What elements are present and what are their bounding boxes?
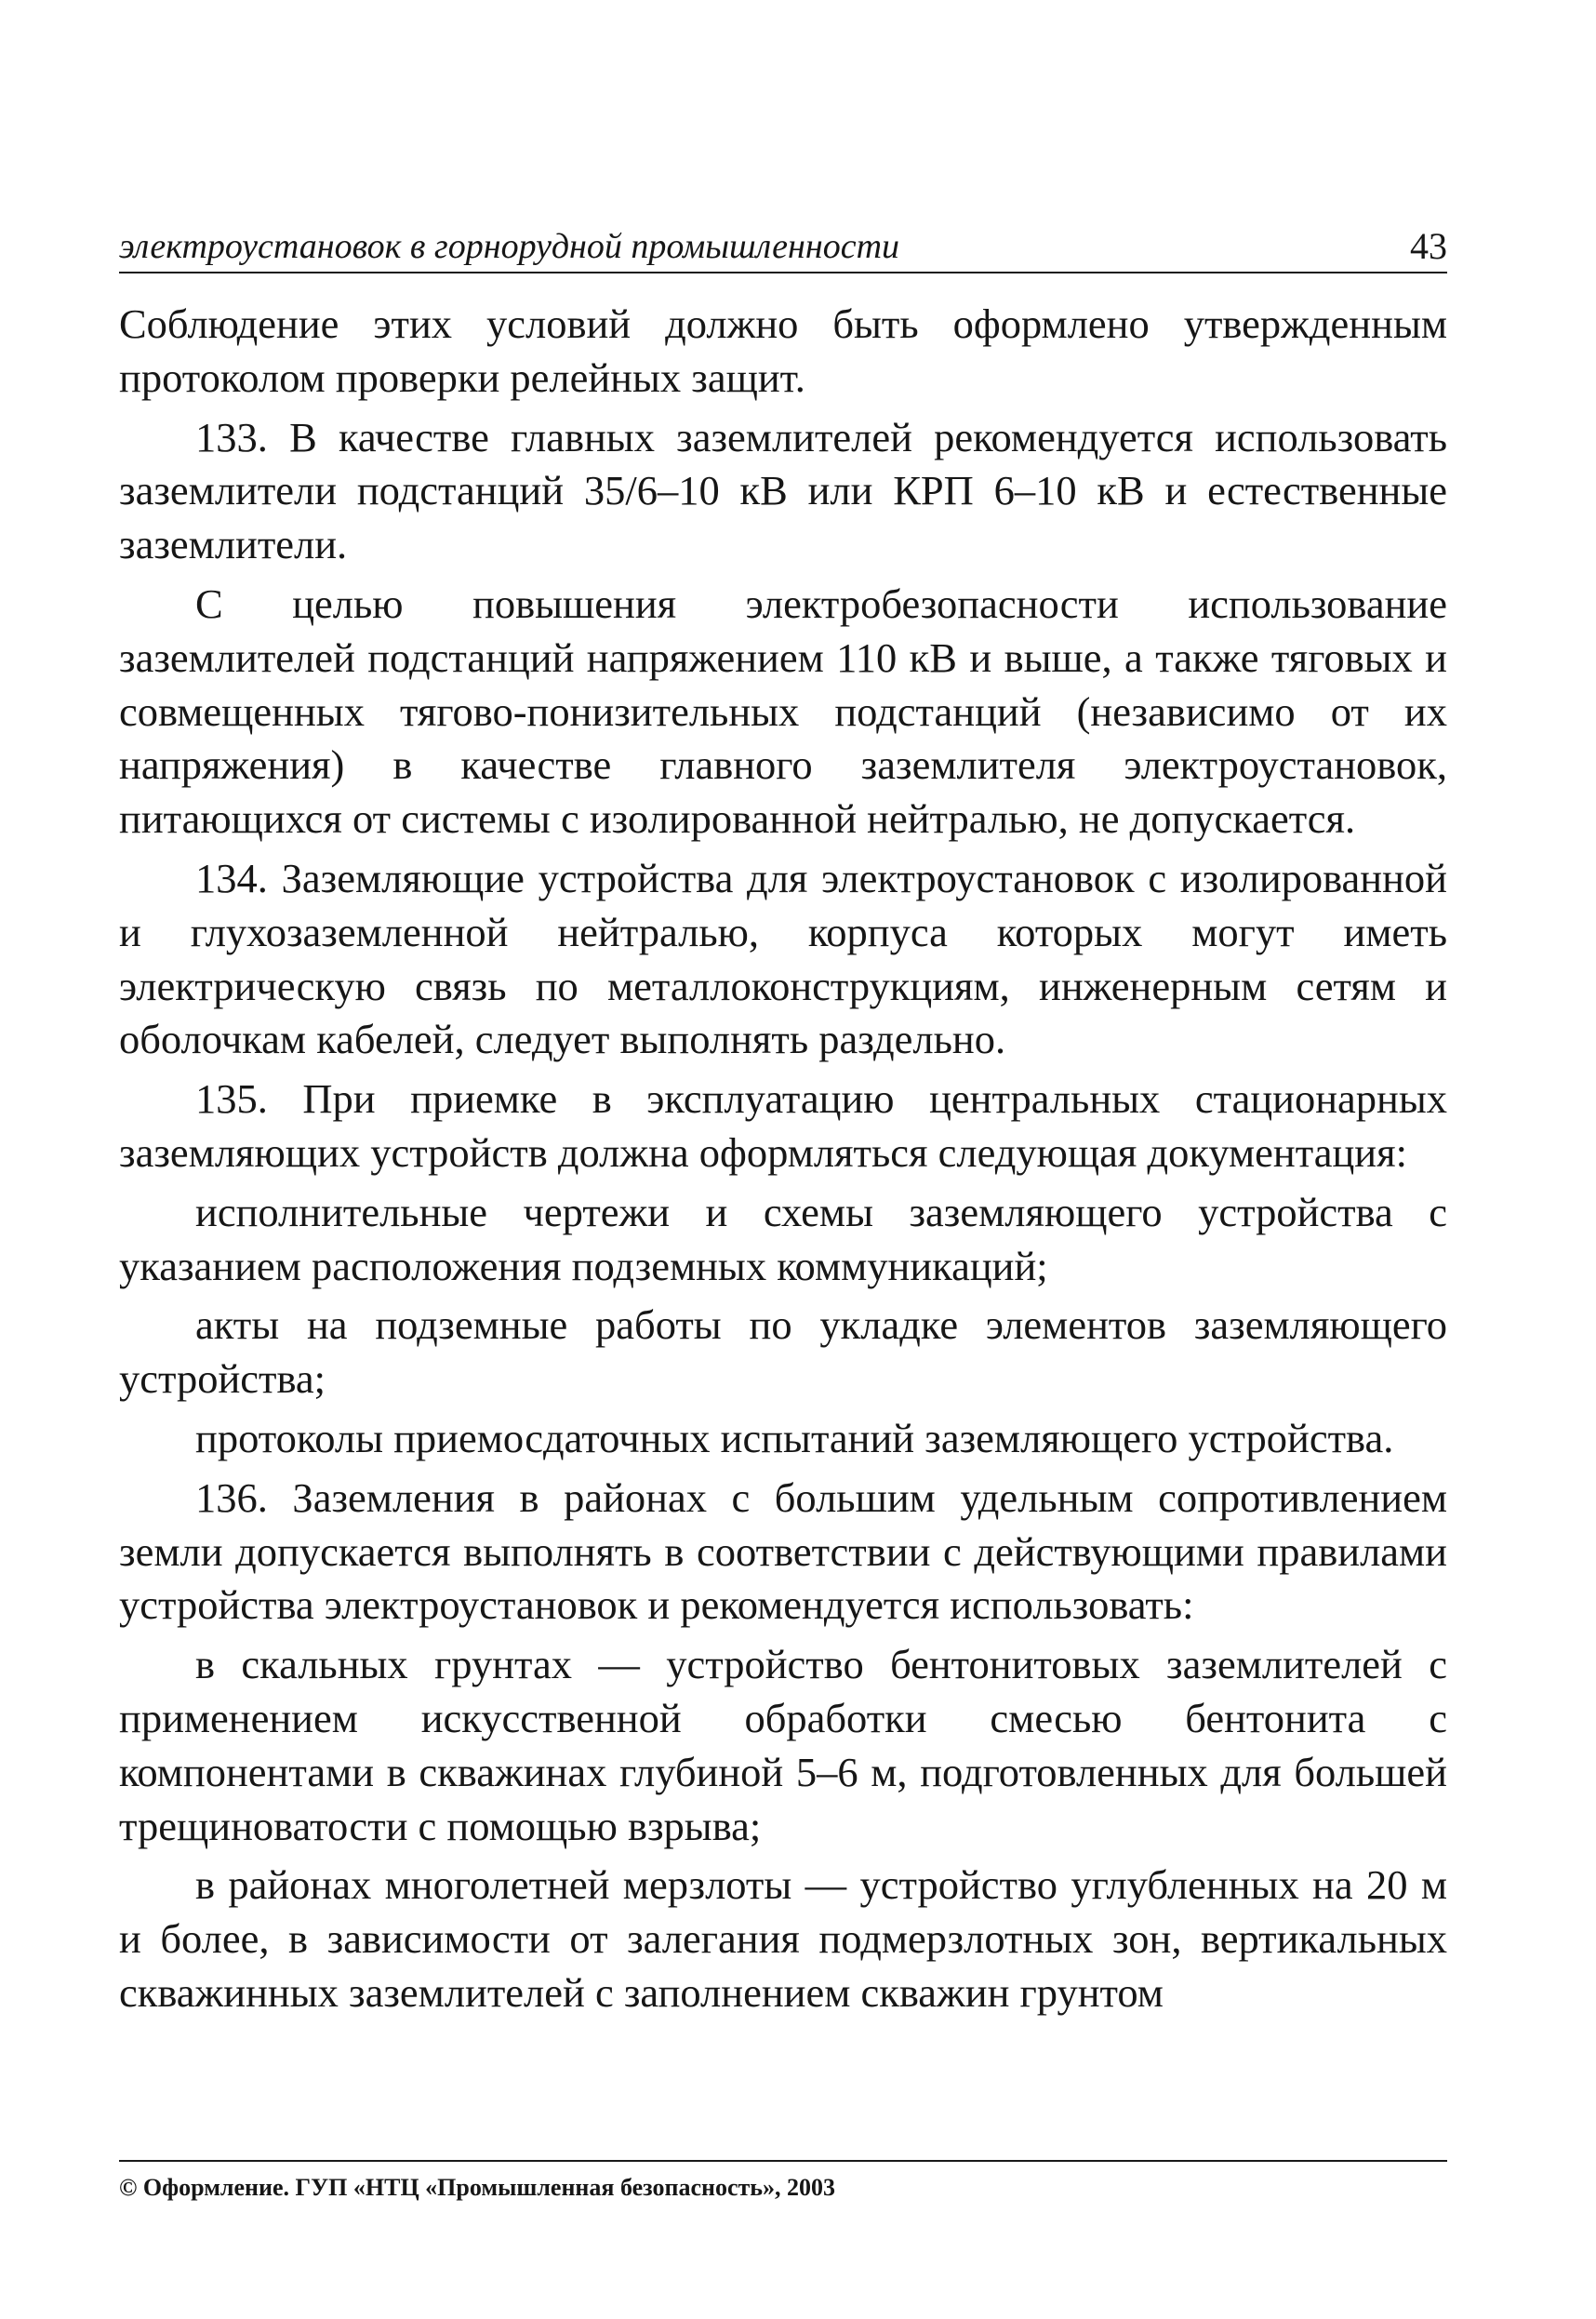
- list-item-drawings: исполнительные чертежи и схемы заземляющего устройства с указанием расположения подземных коммуникаций;: [119, 1188, 1447, 1289]
- running-header-title: электроустановок в горнорудной промышленности: [119, 227, 900, 266]
- paragraph-safety-note: С целью повышения электробезопасности использование заземлителей подстанций напряжением 110 кВ и выше, а также тяговых и совмещенных тягово-понизительных подстанций (независимо от их напряжения) в качестве главного заземлителя электроустановок, питающихся от системы с изолированной нейтралью, не допускается.: [119, 580, 1447, 843]
- paragraph-item-135: 135. При приемке в эксплуатацию центральных стационарных заземляющих устройств должна оформляться следующая документация:: [119, 1075, 1447, 1176]
- paragraph-item-133: 133. В качестве главных заземлителей рекомендуется использовать заземлители подстанций 35/6–10 кВ или КРП 6–10 кВ и естественные заземлители.: [119, 413, 1447, 568]
- list-item-rocky-soils: в скальных грунтах — устройство бентонитовых заземлителей с применением искусственной обработки смесью бентонита с компонентами в скважинах глубиной 5–6 м, подготовленных для большей трещиноватости с помощью взрыва;: [119, 1641, 1447, 1849]
- paragraph-continuation: Соблюдение этих условий должно быть оформлено утвержденным протоколом проверки релейных защит.: [119, 300, 1447, 401]
- copyright-footer: © Оформление. ГУП «НТЦ «Промышленная безопасность», 2003: [119, 2174, 836, 2201]
- list-item-permafrost: в районах многолетней мерзлоты — устройство углубленных на 20 м и более, в зависимости от залегания подмерзлотных зон, вертикальных скважинных заземлителей с заполнением скважин грунтом: [119, 1861, 1447, 2016]
- paragraph-item-134: 134. Заземляющие устройства для электроустановок с изолированной и глухозаземленной нейтралью, корпуса которых могут иметь электрическую связь по металлоконструкциям, инженерным сетям и оболочкам кабелей, следует выполнять раздельно.: [119, 854, 1447, 1063]
- list-item-acts: акты на подземные работы по укладке элементов заземляющего устройства;: [119, 1301, 1447, 1403]
- header-divider: [119, 272, 1447, 273]
- page-number: 43: [1410, 225, 1447, 267]
- body-text: [119, 298, 1447, 2026]
- list-item-protocols: протоколы приемосдаточных испытаний заземляющего устройства.: [195, 1414, 1394, 1461]
- paragraph-item-136: 136. Заземления в районах с большим удельным сопротивлением земли допускается выполнять в соответствии с действующими правилами устройства электроустановок и рекомендуется использовать:: [119, 1473, 1447, 1629]
- footer-divider: [119, 2160, 1447, 2162]
- running-header: [119, 221, 1447, 272]
